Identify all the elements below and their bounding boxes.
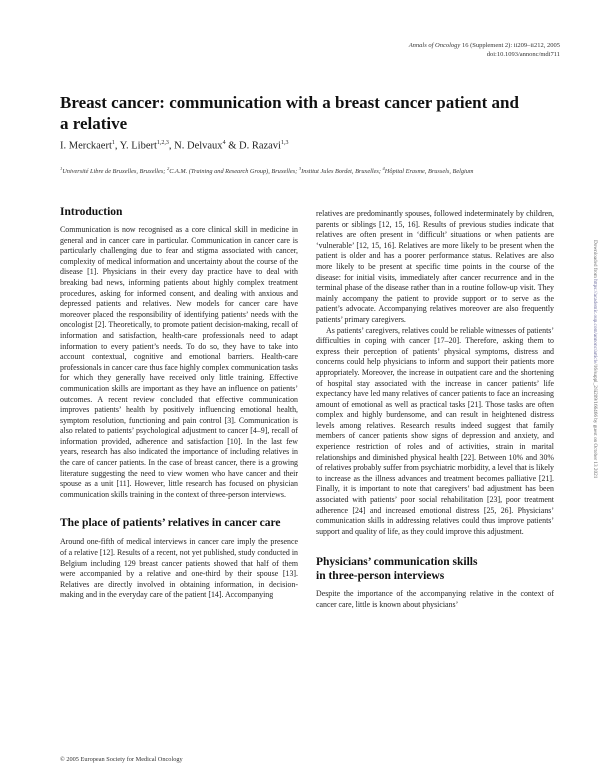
affiliations [60, 166, 560, 175]
journal-name: Annals of Oncology [408, 42, 461, 49]
affiliation-text: Institut Jules Bordet, Bruxelles; [301, 168, 383, 176]
place-paragraph-continued: relatives are predominantly spouses, followed indeterminately by children, parents or siblings [12, 15, 16]. Results of previous studies indicate that relatives are often present in ‘difficult’ situations or when patients are ‘vulnerable’ [12, 15, 16]. Relatives are more likely to be present when the patient is older and has a poorer performance status. Relatives are also more likely to be present at specific time points in the course of the disease: for initial visits, immediately after cancer recurrence and in the terminal phase of the disease rather than in a routine follow-up visit. They mainly accompany the patient to provide support or to serve as the patient’s advocate. Accompanying relatives moreover are also frequently patients’ primary caregivers. [316, 209, 554, 324]
author-affiliation-mark: 1,2,3 [156, 140, 169, 146]
author-affiliation-mark: 1 [111, 140, 115, 146]
author-list [60, 140, 288, 152]
journal-citation-line [409, 41, 560, 50]
watermark-link[interactable]: https://academic.oup.com/annonc/article [592, 279, 598, 364]
affiliation-mark: 1 [60, 166, 63, 171]
journal-doi: doi:10.1093/annonc/mdi711 [486, 51, 560, 58]
affiliation-mark: 4 [382, 166, 385, 171]
journal-citation: 16 (Supplement 2): ii209–ii212, 2005 [461, 42, 560, 49]
author-affiliation-mark: 4 [222, 140, 226, 146]
author-separator: & [225, 140, 239, 152]
watermark-suffix: /16/suppl_2/ii209/166466 by guest on October 13 2021 [592, 363, 598, 479]
heading-line: in three-person interviews [316, 570, 445, 583]
author-separator: , [114, 140, 120, 152]
author-name: I. Merckaert [60, 140, 112, 152]
right-column [316, 209, 554, 611]
author-affiliation-mark: 1,3 [280, 140, 289, 146]
journal-header [409, 41, 560, 59]
author-name: D. Razavi [238, 140, 281, 152]
place-paragraph: Around one-fifth of medical interviews in cancer care imply the presence of a relative [12]. Results of a recent, not yet published, study conducted in Belgium including 129 breast cancer patients showed that half of them were accompanied by a relative and one-third by their spouse [13]. Relatives are directly involved in obtaining information, in decision-making and in the everyday care of the patient [14]. Accompanying [60, 537, 298, 600]
affiliation-text: Université Libre de Bruxelles, Bruxelles; [62, 168, 167, 176]
affiliation-text: Hôpital Erasme, Brussels, Belgium [384, 168, 474, 176]
author-name: Y. Libert [119, 140, 157, 152]
section-heading-place-of-relatives: The place of patients’ relatives in cancer care [60, 517, 281, 530]
download-watermark [588, 240, 598, 630]
affiliation-mark: 3 [298, 166, 302, 171]
place-paragraph: As patients’ caregivers, relatives could be reliable witnesses of patients’ difficulties in coping with cancer [17–20]. Therefore, asking them to express their perception of patients’ physical symptoms, distress and concerns could help physicians to inform and support their patients more appropriately. Moreover, the increase in outpatient care and the shortening of hospital stay associated with the increase in cancer patients’ life expectancy have led many relatives of cancer patients to face an increasing amount of emotional as well as practical tasks [21]. Those tasks are often complex and highly burdensome, and can result in heightened distress levels among relatives. Research results indeed suggest that family members of cancer patients show signs of depression and anxiety, and experience restriction of roles and of activities, strain in marital relationships and diminished physical health [22]. Between 10% and 30% of relatives probably suffer from psychiatric morbidity, a level that is likely to increase as the illness advances and treatment becomes palliative [21]. Finally, it is important to note that caregivers’ bad adjustment has been associated with patients’ poor social rehabilitation [23], poor treatment adherence [24] and increased emotional distress [25, 26]. Physicians’ communication skills in addressing relatives could thus improve patients’ support and quality of life, as they could improve this adjustment. [316, 325, 554, 536]
author-name: N. Delvaux [174, 140, 223, 152]
left-column [60, 205, 298, 601]
section-heading-introduction: Introduction [60, 206, 123, 218]
author-separator: , [168, 140, 175, 152]
section-heading-physicians-skills [316, 555, 554, 583]
affiliation-mark: 2 [166, 166, 170, 171]
heading-line: Physicians’ communication skills [316, 556, 478, 569]
physicians-paragraph: Despite the importance of the accompanying relative in the context of cancer care, little is known about physicians’ [316, 589, 554, 609]
affiliation-text: C.A.M. (Training and Research Group), Bruxelles; [169, 168, 299, 176]
copyright-footer: © 2005 European Society for Medical Oncology [60, 756, 183, 763]
article-title: Breast cancer: communication with a breast cancer patient and a relative [60, 93, 519, 133]
introduction-paragraph: Communication is now recognised as a core clinical skill in medicine in general and in cancer care in particular. Communication in cancer care is particularly challenging due to fear and stigma associated with cancer, complexity of medical information and uncertainty about the course of the disease [1]. Physicians in their every day practice have to deal with breaking bad news, informing patients about highly complex treatment procedures, asking for informed consent, and dealing with anxious and depressed patients and relatives. New models for cancer care have moreover placed the responsibility of identifying patients’ needs with the oncologist [2]. Theoretically, to promote patient decision-making, recall of information and satisfaction, health-care professionals need to adapt information to every patient’s needs. To do so, they have to take into account contextual, cognitive and emotional barriers. Health-care professionals in cancer care thus face highly complex communication tasks for which they generally have received only little training. Effective communication skills are important as they have an influence on patients’ outcomes. A recent review concluded that effective communication improves patients’ health by positively influencing emotional health, symptom resolution, functioning and pain control [3]. Communication is also related to patients’ psychological adjustment to cancer [4–9], recall of information provided, adherence and satisfaction [10]. In the last few years, research has also indicated the importance of including relatives in the care of cancer patients. In the case of breast cancer, there is a growing literature suggesting the need to view women who have cancer and their spouse as a unit [11]. However, little research has focused on physician communication skills training in the context of three-person interviews. [60, 225, 298, 499]
watermark-prefix: Downloaded from [592, 240, 598, 280]
